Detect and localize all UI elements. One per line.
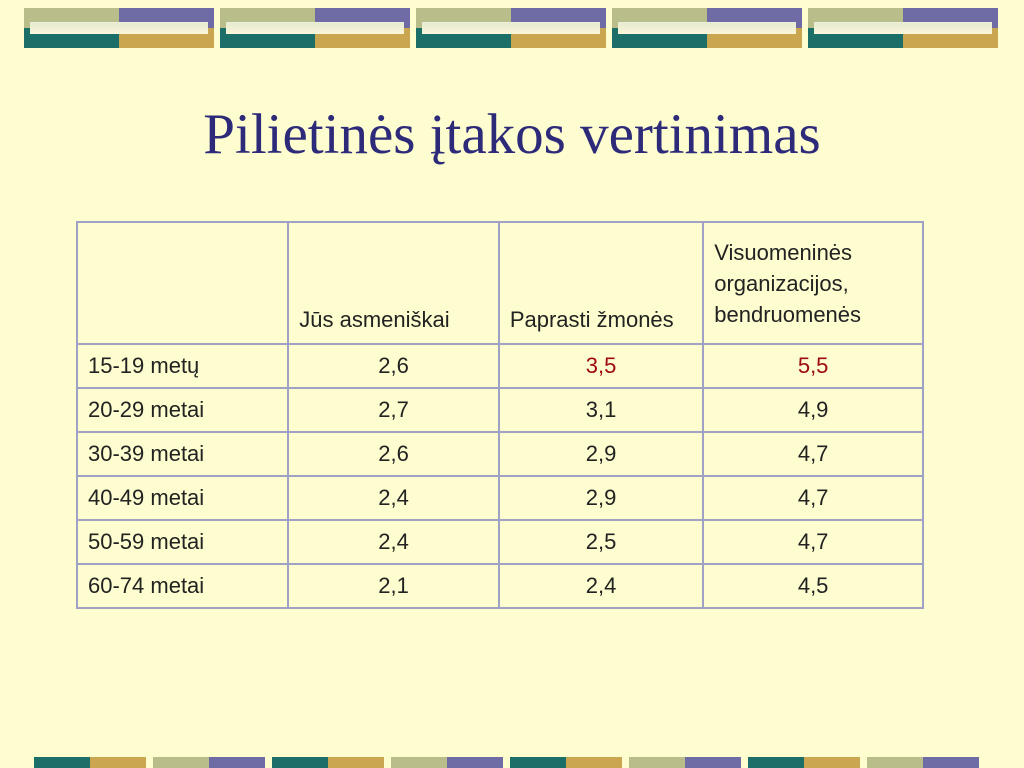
header-cell-ordinary-people: Paprasti žmonės <box>499 222 703 344</box>
row-label: 50-59 metai <box>77 520 288 564</box>
value-cell: 2,9 <box>499 432 703 476</box>
header-cell-organizations: Visuomeninės organizacijos, bendruomenės <box>703 222 923 344</box>
top-decoration <box>0 8 1024 48</box>
decor-block <box>24 8 214 48</box>
decor-block <box>612 8 802 48</box>
value-cell: 4,7 <box>703 476 923 520</box>
row-label: 60-74 metai <box>77 564 288 608</box>
value-cell: 2,9 <box>499 476 703 520</box>
value-cell: 2,6 <box>288 432 499 476</box>
slide-title: Pilietinės įtakos vertinimas <box>203 103 821 166</box>
decor-block <box>808 8 998 48</box>
value-cell-highlight: 5,5 <box>703 344 923 388</box>
value-cell: 2,4 <box>499 564 703 608</box>
value-cell: 2,6 <box>288 344 499 388</box>
influence-table <box>76 221 924 609</box>
table-row <box>77 344 923 388</box>
table-row <box>77 520 923 564</box>
decor-block <box>220 8 410 48</box>
row-label: 40-49 metai <box>77 476 288 520</box>
row-label: 15-19 metų <box>77 344 288 388</box>
value-cell: 4,9 <box>703 388 923 432</box>
table-row <box>77 388 923 432</box>
table-row <box>77 476 923 520</box>
table-header-row <box>77 222 923 344</box>
value-cell: 2,1 <box>288 564 499 608</box>
value-cell: 2,7 <box>288 388 499 432</box>
value-cell: 2,5 <box>499 520 703 564</box>
value-cell: 4,7 <box>703 520 923 564</box>
row-label: 20-29 metai <box>77 388 288 432</box>
value-cell: 3,1 <box>499 388 703 432</box>
header-cell-personal: Jūs asmeniškai <box>288 222 499 344</box>
value-cell: 4,7 <box>703 432 923 476</box>
table-row <box>77 564 923 608</box>
value-cell: 2,4 <box>288 476 499 520</box>
value-cell-highlight: 3,5 <box>499 344 703 388</box>
row-label: 30-39 metai <box>77 432 288 476</box>
value-cell: 2,4 <box>288 520 499 564</box>
table-row <box>77 432 923 476</box>
bottom-decoration <box>0 757 1024 768</box>
decor-block <box>416 8 606 48</box>
header-cell-empty <box>77 222 288 344</box>
value-cell: 4,5 <box>703 564 923 608</box>
